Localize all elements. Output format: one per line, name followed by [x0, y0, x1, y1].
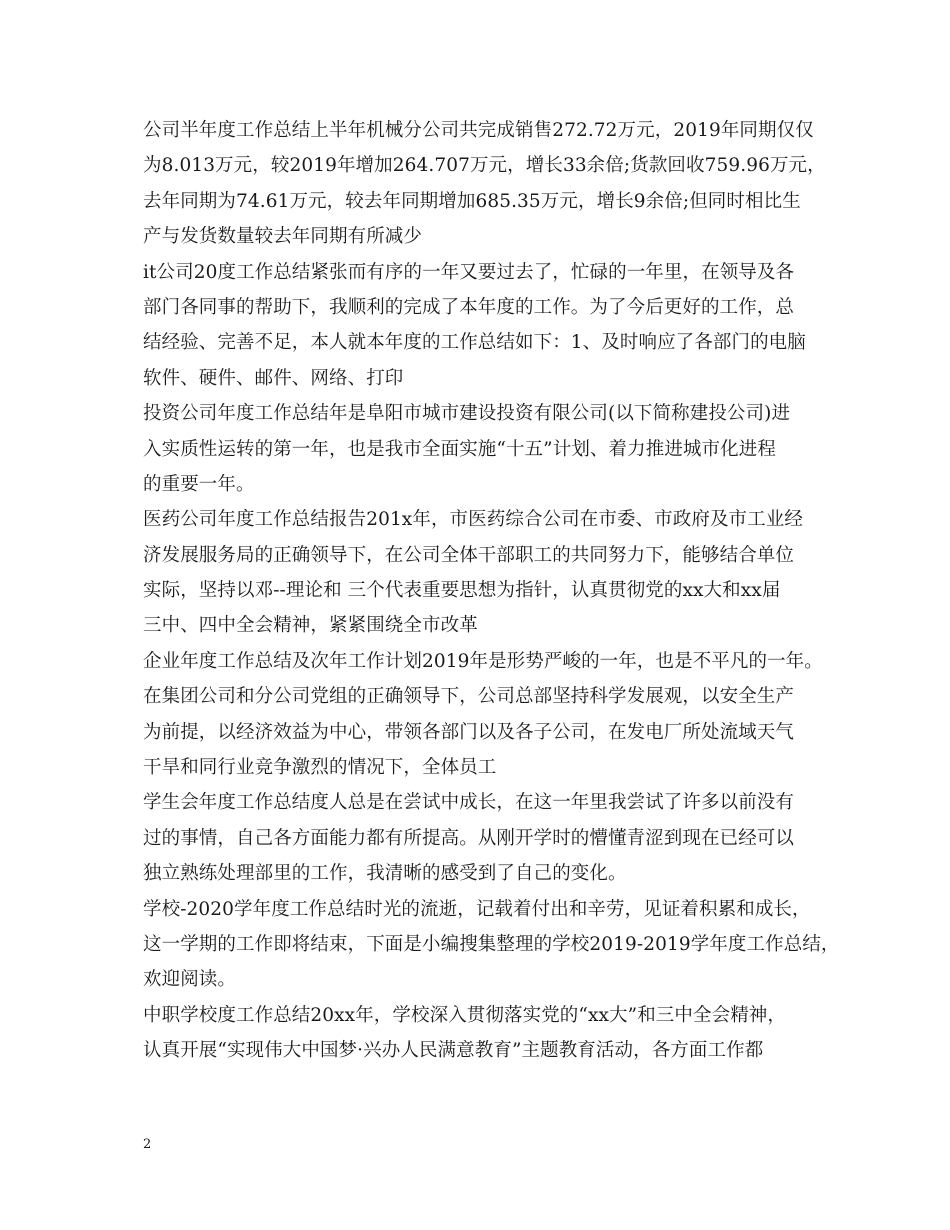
text-line: 实际，坚持以邓--理论和 三个代表重要思想为指针，认真贯彻党的xx大和xx届: [143, 580, 781, 602]
text-line: it公司20度工作总结紧张而有序的一年又要过去了，忙碌的一年里，在领导及各: [143, 261, 795, 283]
text-line: 独立熟练处理部里的工作，我清晰的感受到了自己的变化。: [143, 863, 627, 885]
text-line: 产与发货数量较去年同期有所减少: [143, 226, 423, 248]
text-line: 学校-2020学年度工作总结时光的流逝，记载着付出和辛劳，见证着积累和成长，: [143, 898, 811, 920]
text-line: 中职学校度工作总结20xx年，学校深入贯彻落实党的“xx大”和三中全会精神，: [143, 1004, 786, 1026]
text-line: 入实质性运转的第一年，也是我市全面实施“十五”计划、着力推进城市化进程: [143, 438, 776, 460]
document-body: [143, 113, 840, 1069]
text-line: 干旱和同行业竞争激烈的情况下，全体员工: [143, 757, 497, 779]
text-line: 的重要一年。: [143, 473, 255, 495]
text-line: 部门各同事的帮助下，我顺利的完成了本年度的工作。为了今后更好的工作，总: [143, 296, 795, 318]
text-line: 学生会年度工作总结度人总是在尝试中成长，在这一年里我尝试了许多以前没有: [143, 792, 795, 814]
text-line: 这一学期的工作即将结束，下面是小编搜集整理的学校2019-2019学年度工作总结，: [143, 933, 840, 955]
page-number: 2: [143, 1137, 152, 1152]
text-line: 认真开展“实现伟大中国梦·兴办人民满意教育”主题教育活动，各方面工作都: [143, 1040, 764, 1062]
text-line: 医药公司年度工作总结报告201x年，市医药综合公司在市委、市政府及市工业经: [143, 509, 803, 531]
text-line: 三中、四中全会精神，紧紧围绕全市改革: [143, 615, 478, 637]
text-line: 欢迎阅读。: [143, 969, 237, 991]
text-line: 过的事情，自己各方面能力都有所提高。从刚开学时的懵懂青涩到现在已经可以: [143, 827, 795, 849]
text-line: 企业年度工作总结及次年工作计划2019年是形势严峻的一年，也是不平凡的一年。: [143, 650, 823, 672]
text-line: 济发展服务局的正确领导下，在公司全体干部职工的共同努力下，能够结合单位: [143, 544, 795, 566]
text-line: 去年同期为74.61万元，较去年同期增加685.35万元，增长9余倍;但同时相比生: [143, 190, 801, 212]
text-line: 为8.013万元，较2019年增加264.707万元，增长33余倍;货款回收759.96万元，: [143, 155, 826, 177]
text-line: 公司半年度工作总结上半年机械分公司共完成销售272.72万元，2019年同期仅仅: [143, 120, 814, 141]
text-line: 软件、硬件、邮件、网络、打印: [143, 367, 404, 389]
text-line: 投资公司年度工作总结年是阜阳市城市建设投资有限公司(以下简称建投公司)进: [143, 403, 791, 425]
text-line: 结经验、完善不足，本人就本年度的工作总结如下：1、及时响应了各部门的电脑: [143, 332, 806, 354]
text-line: 在集团公司和分公司党组的正确领导下，公司总部坚持科学发展观，以安全生产: [143, 686, 795, 708]
text-line: 为前提，以经济效益为中心，带领各部门以及各子公司，在发电厂所处流域天气: [143, 721, 795, 743]
